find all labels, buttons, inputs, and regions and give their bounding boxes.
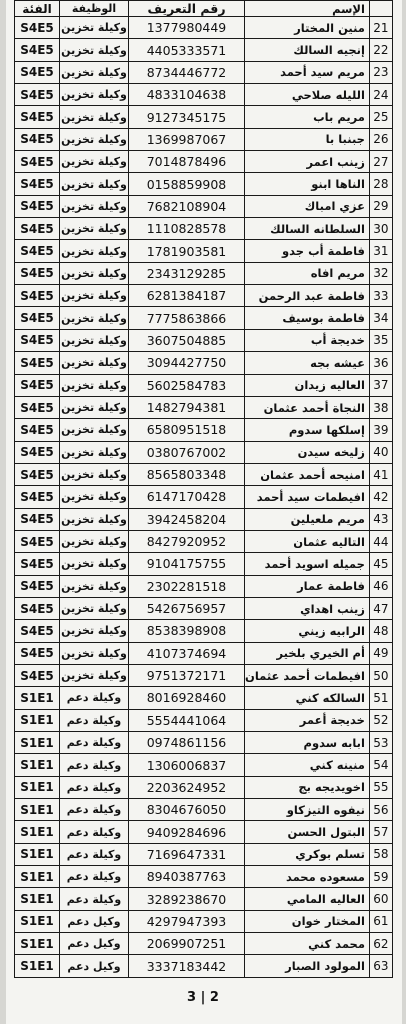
employee-name: مسعوده محمد xyxy=(245,866,370,888)
employee-id: 2069907251 xyxy=(129,933,245,955)
table-row xyxy=(15,910,393,932)
table-row xyxy=(15,843,393,865)
category-code: S4E5 xyxy=(15,597,60,619)
row-number: 30 xyxy=(369,218,392,240)
job-title: وكيلة دعم xyxy=(60,821,129,843)
category-code: S4E5 xyxy=(15,664,60,686)
row-number: 40 xyxy=(369,441,392,463)
table-row xyxy=(15,329,393,351)
category-code: S4E5 xyxy=(15,553,60,575)
category-code: S1E1 xyxy=(15,754,60,776)
table-row xyxy=(15,262,393,284)
employee-name: العاليه المامي xyxy=(245,888,370,910)
table-row xyxy=(15,463,393,485)
row-number: 47 xyxy=(369,597,392,619)
table-row xyxy=(15,307,393,329)
employee-id: 1306006837 xyxy=(129,754,245,776)
employee-id: 8565803348 xyxy=(129,463,245,485)
row-number: 49 xyxy=(369,642,392,664)
table-row xyxy=(15,955,393,977)
employee-id: 4833104638 xyxy=(129,84,245,106)
category-code: S4E5 xyxy=(15,285,60,307)
category-code: S1E1 xyxy=(15,799,60,821)
employee-name: خديجة أب xyxy=(245,329,370,351)
table-row xyxy=(15,374,393,396)
employee-id: 0158859908 xyxy=(129,173,245,195)
category-code: S4E5 xyxy=(15,151,60,173)
row-number: 56 xyxy=(369,799,392,821)
job-title: وكيلة تخزين xyxy=(60,39,129,61)
employee-name: منينه كني xyxy=(245,754,370,776)
employee-id: 2203624952 xyxy=(129,776,245,798)
row-number: 46 xyxy=(369,575,392,597)
employee-id: 5602584783 xyxy=(129,374,245,396)
category-code: S4E5 xyxy=(15,486,60,508)
employee-id: 8427920952 xyxy=(129,530,245,552)
header-number xyxy=(369,1,392,17)
employee-name: عيشه بجه xyxy=(245,352,370,374)
employee-id: 0974861156 xyxy=(129,732,245,754)
table-row xyxy=(15,173,393,195)
employee-name: افيطمات سيد أحمد xyxy=(245,486,370,508)
category-code: S4E5 xyxy=(15,307,60,329)
employee-id: 9104175755 xyxy=(129,553,245,575)
table-row xyxy=(15,508,393,530)
employee-id: 2302281518 xyxy=(129,575,245,597)
category-code: S4E5 xyxy=(15,39,60,61)
header-name: الإسم xyxy=(245,1,370,17)
employee-id: 5426756957 xyxy=(129,597,245,619)
table-row xyxy=(15,620,393,642)
job-title: وكيلة تخزين xyxy=(60,195,129,217)
row-number: 24 xyxy=(369,84,392,106)
table-row xyxy=(15,396,393,418)
category-code: S1E1 xyxy=(15,732,60,754)
table-row xyxy=(15,575,393,597)
table-row xyxy=(15,486,393,508)
employee-name: فاطمة عبد الرحمن xyxy=(245,285,370,307)
employee-id: 8734446772 xyxy=(129,61,245,83)
table-row xyxy=(15,687,393,709)
category-code: S1E1 xyxy=(15,776,60,798)
employee-id: 4405333571 xyxy=(129,39,245,61)
employee-id: 6580951518 xyxy=(129,419,245,441)
job-title: وكيل دعم xyxy=(60,955,129,977)
page-number: 3 | 2 xyxy=(187,990,219,1005)
job-title: وكيلة تخزين xyxy=(60,84,129,106)
table-row xyxy=(15,866,393,888)
category-code: S4E5 xyxy=(15,195,60,217)
job-title: وكيلة تخزين xyxy=(60,329,129,351)
job-title: وكيلة تخزين xyxy=(60,374,129,396)
employee-id: 0380767002 xyxy=(129,441,245,463)
row-number: 34 xyxy=(369,307,392,329)
table-row xyxy=(15,754,393,776)
header-job: الوظيفة xyxy=(60,1,129,17)
category-code: S4E5 xyxy=(15,106,60,128)
category-code: S4E5 xyxy=(15,84,60,106)
table-row xyxy=(15,352,393,374)
employee-id: 1377980449 xyxy=(129,17,245,39)
table-row xyxy=(15,799,393,821)
job-title: وكيلة تخزين xyxy=(60,664,129,686)
job-title: وكيلة تخزين xyxy=(60,106,129,128)
category-code: S4E5 xyxy=(15,441,60,463)
row-number: 55 xyxy=(369,776,392,798)
employee-id: 9127345175 xyxy=(129,106,245,128)
employee-id: 9409284696 xyxy=(129,821,245,843)
category-code: S1E1 xyxy=(15,843,60,865)
employee-id: 6281384187 xyxy=(129,285,245,307)
employee-name: أم الخيري بلخير xyxy=(245,642,370,664)
employee-name: مريم باب xyxy=(245,106,370,128)
employee-name: التاليه عثمان xyxy=(245,530,370,552)
table-row xyxy=(15,17,393,39)
row-number: 36 xyxy=(369,352,392,374)
table-row xyxy=(15,664,393,686)
table-row xyxy=(15,195,393,217)
category-code: S4E5 xyxy=(15,419,60,441)
table-row xyxy=(15,218,393,240)
job-title: وكيلة تخزين xyxy=(60,530,129,552)
employee-name: نيفوه التيزكاو xyxy=(245,799,370,821)
employee-name: امنيحه أحمد عثمان xyxy=(245,463,370,485)
table-row xyxy=(15,441,393,463)
employee-name: ابابه سدوم xyxy=(245,732,370,754)
job-title: وكيلة دعم xyxy=(60,799,129,821)
job-title: وكيلة تخزين xyxy=(60,262,129,284)
category-code: S1E1 xyxy=(15,955,60,977)
category-code: S4E5 xyxy=(15,262,60,284)
employee-name: الناها ابنو xyxy=(245,173,370,195)
category-code: S4E5 xyxy=(15,575,60,597)
job-title: وكيلة دعم xyxy=(60,687,129,709)
employee-name: محمد كني xyxy=(245,933,370,955)
employee-id: 3289238670 xyxy=(129,888,245,910)
employee-id: 7014878496 xyxy=(129,151,245,173)
employee-name: افيطمات أحمد عثمان xyxy=(245,664,370,686)
row-number: 52 xyxy=(369,709,392,731)
job-title: وكيلة دعم xyxy=(60,709,129,731)
category-code: S4E5 xyxy=(15,128,60,150)
header-category: الفئة xyxy=(15,1,60,17)
employee-id: 9751372171 xyxy=(129,664,245,686)
employee-name: مريم افاه xyxy=(245,262,370,284)
table-row xyxy=(15,732,393,754)
table-row xyxy=(15,39,393,61)
employee-id: 7682108904 xyxy=(129,195,245,217)
staff-table xyxy=(14,0,393,978)
employee-name: زليخه سيدن xyxy=(245,441,370,463)
employee-name: تسلم بوكري xyxy=(245,843,370,865)
employee-name: اخويديجه بج xyxy=(245,776,370,798)
job-title: وكيلة تخزين xyxy=(60,352,129,374)
table-row xyxy=(15,821,393,843)
row-number: 51 xyxy=(369,687,392,709)
employee-name: إسلكها سدوم xyxy=(245,419,370,441)
table-row xyxy=(15,61,393,83)
job-title: وكيلة دعم xyxy=(60,732,129,754)
row-number: 57 xyxy=(369,821,392,843)
row-number: 43 xyxy=(369,508,392,530)
employee-name: إنجيه السالك xyxy=(245,39,370,61)
employee-name: العاليه زيدان xyxy=(245,374,370,396)
employee-name: جبنبا با xyxy=(245,128,370,150)
row-number: 62 xyxy=(369,933,392,955)
job-title: وكيل دعم xyxy=(60,910,129,932)
category-code: S4E5 xyxy=(15,530,60,552)
employee-id: 8538398908 xyxy=(129,620,245,642)
employee-id: 1369987067 xyxy=(129,128,245,150)
table-row xyxy=(15,530,393,552)
category-code: S4E5 xyxy=(15,463,60,485)
job-title: وكيلة تخزين xyxy=(60,151,129,173)
employee-id: 3607504885 xyxy=(129,329,245,351)
employee-id: 8304676050 xyxy=(129,799,245,821)
employee-name: خديجة أعمر xyxy=(245,709,370,731)
header-id: رقم التعريف xyxy=(129,1,245,17)
table-row xyxy=(15,776,393,798)
job-title: وكيلة تخزين xyxy=(60,285,129,307)
category-code: S4E5 xyxy=(15,240,60,262)
employee-id: 1482794381 xyxy=(129,396,245,418)
employee-id: 7775863866 xyxy=(129,307,245,329)
employee-name: المختار خوان xyxy=(245,910,370,932)
employee-id: 1110828578 xyxy=(129,218,245,240)
table-row xyxy=(15,151,393,173)
employee-name: زينب اعمر xyxy=(245,151,370,173)
employee-name: الرابيه زيني xyxy=(245,620,370,642)
job-title: وكيلة تخزين xyxy=(60,486,129,508)
employee-name: زينب اهداي xyxy=(245,597,370,619)
row-number: 27 xyxy=(369,151,392,173)
row-number: 45 xyxy=(369,553,392,575)
job-title: وكيلة تخزين xyxy=(60,240,129,262)
employee-name: المولود الصبار xyxy=(245,955,370,977)
employee-name: جميله اسويد أحمد xyxy=(245,553,370,575)
row-number: 39 xyxy=(369,419,392,441)
category-code: S1E1 xyxy=(15,821,60,843)
table-row xyxy=(15,128,393,150)
employee-name: عزي امباك xyxy=(245,195,370,217)
row-number: 37 xyxy=(369,374,392,396)
job-title: وكيلة تخزين xyxy=(60,597,129,619)
row-number: 61 xyxy=(369,910,392,932)
row-number: 28 xyxy=(369,173,392,195)
job-title: وكيلة تخزين xyxy=(60,218,129,240)
employee-name: فاطمة بوسيف xyxy=(245,307,370,329)
row-number: 63 xyxy=(369,955,392,977)
employee-name: البتول الحسن xyxy=(245,821,370,843)
employee-name: الليله صلاحي xyxy=(245,84,370,106)
row-number: 35 xyxy=(369,329,392,351)
employee-id: 8016928460 xyxy=(129,687,245,709)
job-title: وكيلة دعم xyxy=(60,888,129,910)
table-row xyxy=(15,642,393,664)
employee-id: 1781903581 xyxy=(129,240,245,262)
row-number: 59 xyxy=(369,866,392,888)
category-code: S4E5 xyxy=(15,329,60,351)
row-number: 23 xyxy=(369,61,392,83)
job-title: وكيلة دعم xyxy=(60,776,129,798)
employee-name: مريم سيد أحمد xyxy=(245,61,370,83)
table-row xyxy=(15,709,393,731)
employee-id: 4107374694 xyxy=(129,642,245,664)
category-code: S1E1 xyxy=(15,866,60,888)
row-number: 31 xyxy=(369,240,392,262)
job-title: وكيلة تخزين xyxy=(60,61,129,83)
category-code: S4E5 xyxy=(15,173,60,195)
row-number: 42 xyxy=(369,486,392,508)
employee-id: 3337183442 xyxy=(129,955,245,977)
table-row xyxy=(15,84,393,106)
category-code: S4E5 xyxy=(15,396,60,418)
employee-id: 3942458204 xyxy=(129,508,245,530)
table-header-row xyxy=(15,1,393,17)
category-code: S4E5 xyxy=(15,374,60,396)
job-title: وكيلة دعم xyxy=(60,866,129,888)
employee-id: 8940387763 xyxy=(129,866,245,888)
table-row xyxy=(15,933,393,955)
job-title: وكيل دعم xyxy=(60,933,129,955)
category-code: S4E5 xyxy=(15,642,60,664)
table-row xyxy=(15,888,393,910)
row-number: 21 xyxy=(369,17,392,39)
job-title: وكيلة تخزين xyxy=(60,17,129,39)
employee-id: 3094427750 xyxy=(129,352,245,374)
employee-name: السالكه كني xyxy=(245,687,370,709)
employee-id: 7169647331 xyxy=(129,843,245,865)
job-title: وكيلة دعم xyxy=(60,754,129,776)
row-number: 54 xyxy=(369,754,392,776)
job-title: وكيلة تخزين xyxy=(60,642,129,664)
job-title: وكيلة تخزين xyxy=(60,441,129,463)
category-code: S4E5 xyxy=(15,352,60,374)
job-title: وكيلة تخزين xyxy=(60,396,129,418)
employee-name: مريم ملعيلين xyxy=(245,508,370,530)
job-title: وكيلة تخزين xyxy=(60,508,129,530)
employee-name: منين المختار xyxy=(245,17,370,39)
category-code: S1E1 xyxy=(15,933,60,955)
employee-id: 5554441064 xyxy=(129,709,245,731)
row-number: 22 xyxy=(369,39,392,61)
employee-name: النجاة أحمد عثمان xyxy=(245,396,370,418)
employee-name: السلطانه السالك xyxy=(245,218,370,240)
table-row xyxy=(15,240,393,262)
row-number: 41 xyxy=(369,463,392,485)
row-number: 38 xyxy=(369,396,392,418)
table-row xyxy=(15,285,393,307)
row-number: 26 xyxy=(369,128,392,150)
category-code: S4E5 xyxy=(15,620,60,642)
job-title: وكيلة تخزين xyxy=(60,128,129,150)
job-title: وكيلة دعم xyxy=(60,843,129,865)
category-code: S1E1 xyxy=(15,910,60,932)
category-code: S4E5 xyxy=(15,61,60,83)
job-title: وكيلة تخزين xyxy=(60,419,129,441)
row-number: 33 xyxy=(369,285,392,307)
row-number: 48 xyxy=(369,620,392,642)
table-row xyxy=(15,419,393,441)
table-row xyxy=(15,106,393,128)
row-number: 44 xyxy=(369,530,392,552)
row-number: 58 xyxy=(369,843,392,865)
job-title: وكيلة تخزين xyxy=(60,553,129,575)
table-row xyxy=(15,553,393,575)
job-title: وكيلة تخزين xyxy=(60,173,129,195)
employee-name: فاطمة عمار xyxy=(245,575,370,597)
row-number: 32 xyxy=(369,262,392,284)
row-number: 53 xyxy=(369,732,392,754)
category-code: S4E5 xyxy=(15,508,60,530)
row-number: 60 xyxy=(369,888,392,910)
category-code: S4E5 xyxy=(15,17,60,39)
employee-id: 2343129285 xyxy=(129,262,245,284)
employee-id: 6147170428 xyxy=(129,486,245,508)
category-code: S1E1 xyxy=(15,888,60,910)
employee-id: 4297947393 xyxy=(129,910,245,932)
employee-name: فاطمة أب جدو xyxy=(245,240,370,262)
category-code: S4E5 xyxy=(15,218,60,240)
job-title: وكيلة تخزين xyxy=(60,575,129,597)
job-title: وكيلة تخزين xyxy=(60,307,129,329)
job-title: وكيلة تخزين xyxy=(60,620,129,642)
category-code: S1E1 xyxy=(15,687,60,709)
job-title: وكيلة تخزين xyxy=(60,463,129,485)
row-number: 25 xyxy=(369,106,392,128)
table-row xyxy=(15,597,393,619)
category-code: S1E1 xyxy=(15,709,60,731)
row-number: 29 xyxy=(369,195,392,217)
row-number: 50 xyxy=(369,664,392,686)
